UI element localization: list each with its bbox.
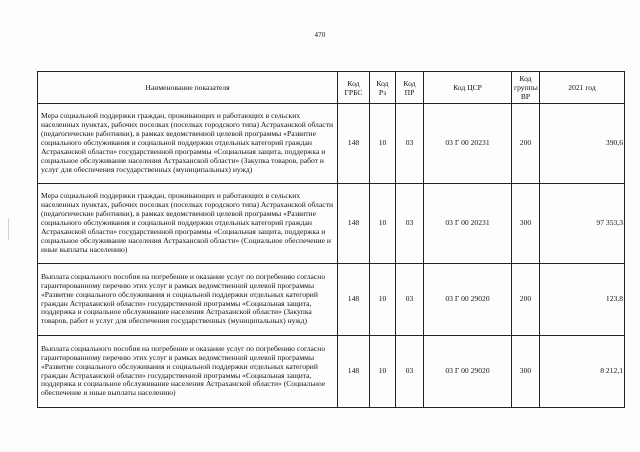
row-vr: 200 xyxy=(512,104,540,184)
header-name: Наименование показателя xyxy=(38,72,338,104)
table-row xyxy=(38,264,625,336)
header-csr: Код ЦСР xyxy=(424,72,512,104)
scan-margin-mark xyxy=(8,218,9,240)
row-grbs: 148 xyxy=(338,104,370,184)
row-csr: 03 Г 00 29020 xyxy=(424,264,512,336)
table-row xyxy=(38,184,625,264)
row-name: Выплата социального пособия на погребение и оказание услуг по погребению согласно гарантированному перечню этих услуг в рамках ведомственной целевой программы «Развитие социального обслуживания и социальной поддержки отдельных категорий граждан Астраханской области» государственной программы «Социальная защита, поддержка и социальное обслуживание населения Астраханской области» (Закупка товаров, работ и услуг для обеспечения государственных (муниципальных) нужд) xyxy=(38,264,338,336)
row-rz: 10 xyxy=(370,336,396,408)
row-csr: 03 Г 00 20231 xyxy=(424,184,512,264)
page-number: 470 xyxy=(314,31,326,39)
header-vr: Код группы ВР xyxy=(512,72,540,104)
row-amount: 8 212,1 xyxy=(540,336,625,408)
row-csr: 03 Г 00 20231 xyxy=(424,104,512,184)
row-grbs: 148 xyxy=(338,336,370,408)
row-csr: 03 Г 00 29020 xyxy=(424,336,512,408)
row-grbs: 148 xyxy=(338,184,370,264)
row-vr: 300 xyxy=(512,336,540,408)
budget-table xyxy=(37,71,625,408)
row-rz: 10 xyxy=(370,264,396,336)
table-header-row xyxy=(38,72,625,104)
row-amount: 97 353,3 xyxy=(540,184,625,264)
header-pr: Код ПР xyxy=(396,72,424,104)
row-pr: 03 xyxy=(396,104,424,184)
row-name: Мера социальной поддержки граждан, проживающих и работающих в сельских населенных пунктах, рабочих поселках (поселках городского типа) Астраханской области (педагогические работники), в рамках ведомственной целевой программы «Развитие социального обслуживания и социальной поддержки отдельных категорий граждан Астраханской области» государственной программы «Социальная защита, поддержка и социальное обслуживание населения Астраханской области» (Закупка товаров, работ и услуг для обеспечения государственных (муниципальных) нужд) xyxy=(38,104,338,184)
row-pr: 03 xyxy=(396,264,424,336)
row-rz: 10 xyxy=(370,104,396,184)
row-pr: 03 xyxy=(396,184,424,264)
row-pr: 03 xyxy=(396,336,424,408)
table-row xyxy=(38,336,625,408)
row-name: Мера социальной поддержки граждан, проживающих и работающих в сельских населенных пунктах, рабочих поселках (поселках городского типа) Астраханской области (педагогические работники), в рамках ведомственной целевой программы «Развитие социального обслуживания и социальной поддержки отдельных категорий граждан Астраханской области» государственной программы «Социальная защита, поддержка и социальное обслуживание населения Астраханской области» (Социальное обеспечение и иные выплаты населению) xyxy=(38,184,338,264)
header-year: 2021 год xyxy=(540,72,625,104)
row-vr: 200 xyxy=(512,264,540,336)
row-vr: 300 xyxy=(512,184,540,264)
row-amount: 123,8 xyxy=(540,264,625,336)
header-rz: Код Рз xyxy=(370,72,396,104)
table-row xyxy=(38,104,625,184)
row-amount: 390,6 xyxy=(540,104,625,184)
row-rz: 10 xyxy=(370,184,396,264)
row-name: Выплата социального пособия на погребение и оказание услуг по погребению согласно гарантированному перечню этих услуг в рамках ведомственной целевой программы «Развитие социального обслуживания и социальной поддержки отдельных категорий граждан Астраханской области» государственной программы «Социальная защита, поддержка и социальное обслуживание населения Астраханской области» (Социальное обеспечение и иные выплаты населению) xyxy=(38,336,338,408)
row-grbs: 148 xyxy=(338,264,370,336)
header-grbs: Код ГРБС xyxy=(338,72,370,104)
